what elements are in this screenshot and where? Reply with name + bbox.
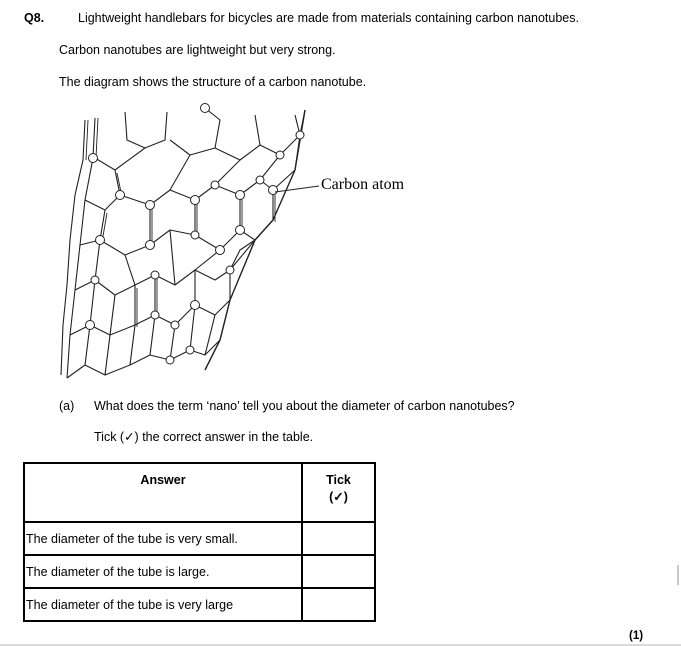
part-a-label: (a) (59, 399, 75, 413)
table-row (24, 588, 375, 621)
question-intro-line-2: Carbon nanotubes are lightweight but very strong. (59, 43, 336, 57)
table-row (24, 522, 375, 555)
tick-header-label: Tick (326, 473, 351, 487)
table-header-row (24, 463, 375, 522)
carbon-atom-label: Carbon atom (321, 176, 405, 193)
tick-header-symbol: (✓) (329, 490, 348, 504)
table-row (24, 555, 375, 588)
answer-table (23, 462, 376, 622)
question-intro-line-3: The diagram shows the structure of a carbon nanotube. (59, 75, 367, 89)
part-a-question: What does the term ‘nano’ tell you about the diameter of carbon nanotubes? (94, 399, 515, 413)
carbon-nanotube-diagram (55, 100, 425, 385)
page-edge-mark (677, 565, 679, 585)
answer-column-header: Answer (24, 463, 302, 522)
tick-box-2[interactable] (302, 555, 375, 588)
tick-instruction: Tick (✓) the correct answer in the table. (94, 430, 314, 444)
answer-option-1: The diameter of the tube is very small. (24, 522, 302, 555)
marks-indicator: (1) (629, 630, 644, 642)
answer-option-3: The diameter of the tube is very large (24, 588, 302, 621)
tick-box-1[interactable] (302, 522, 375, 555)
question-number: Q8. (24, 11, 45, 25)
tick-column-header (302, 463, 375, 522)
answer-option-2: The diameter of the tube is large. (24, 555, 302, 588)
question-intro-line-1: Lightweight handlebars for bicycles are made from materials containing carbon nanotubes. (78, 11, 579, 25)
tick-box-3[interactable] (302, 588, 375, 621)
